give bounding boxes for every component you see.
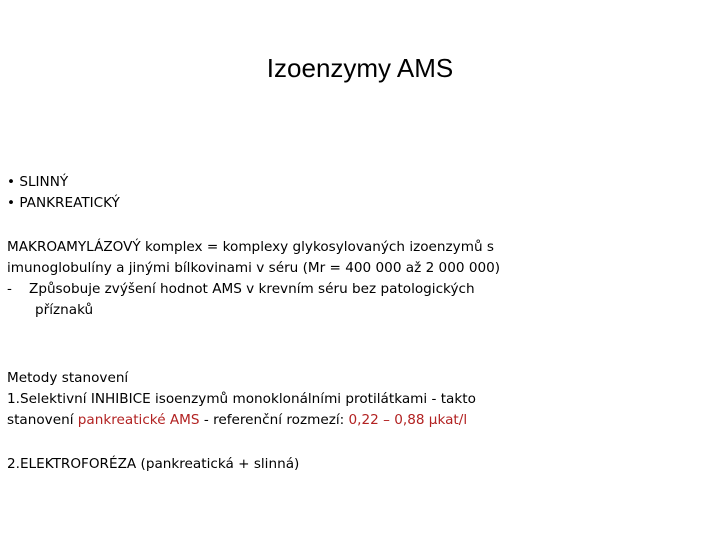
- makro-dash-item: [7, 279, 712, 300]
- methods-line-2-pre: stanovení: [7, 412, 78, 428]
- electrophoresis-line: 2.ELEKTROFORÉZA (pankreatická + slinná): [7, 456, 300, 472]
- makro-line-3: Způsobuje zvýšení hodnot AMS v krevním séru bez patologických: [29, 281, 475, 297]
- slide-title: Izoenzymy AMS: [266, 53, 454, 83]
- macroamylase-paragraph: [7, 237, 712, 321]
- makro-line-4: příznaků: [35, 302, 94, 318]
- methods-section: [7, 368, 712, 431]
- makro-line-2: imunoglobulíny a jinými bílkovinami v séru (Mr = 400 000 až 2 000 000): [7, 260, 501, 276]
- methods-line-2: [7, 410, 712, 431]
- methods-heading: Metody stanovení: [7, 370, 129, 386]
- list-item: • PANKREATICKÝ: [7, 195, 120, 211]
- list-item: • SLINNÝ: [7, 174, 69, 190]
- methods-line-1: 1.Selektivní INHIBICE isoenzymů monoklonálními protilátkami - takto: [7, 391, 476, 407]
- isoenzyme-list: [7, 172, 712, 214]
- highlight-pancreatic-ams: pankreatické AMS: [77, 412, 200, 428]
- highlight-reference-range: 0,22 – 0,88 µkat/l: [348, 412, 468, 428]
- makro-line-1: MAKROAMYLÁZOVÝ komplex = komplexy glykosylovaných izoenzymů s: [7, 239, 494, 255]
- dash-marker: -: [7, 281, 12, 297]
- methods-line-2-mid: - referenční rozmezí:: [199, 412, 349, 428]
